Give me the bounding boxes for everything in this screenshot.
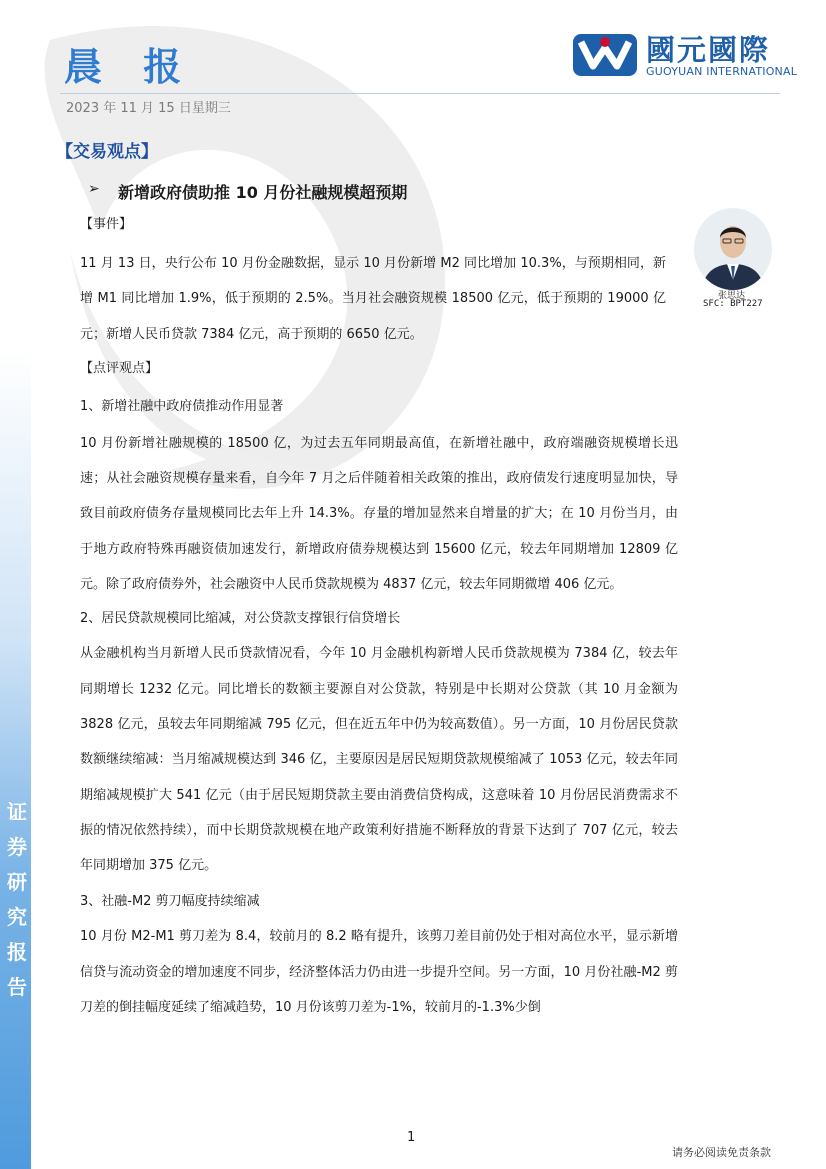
point-3-paragraph: 10 月份 M2-M1 剪刀差为 8.4，较前月的 8.2 略有提升，该剪刀差目前仍处于相对高位水平，显示新增信贷与流动资金的增加速度不同步，经济整体活力仍由进一步提升空间。另一方面，10 月份社融-M2 剪刀差的倒挂幅度延续了缩减趋势，10 月份该剪刀差为-1%，较前月的-1.3%少倒	[80, 929, 678, 1016]
title-divider	[60, 93, 780, 94]
point-3-title: 3、社融-M2 剪刀幅度持续缩减	[80, 894, 260, 910]
report-title: 晨 报	[64, 45, 196, 89]
analyst-sfc-number: SFC: BPT227	[703, 299, 763, 309]
point-1-paragraph: 10 月份新增社融规模的 18500 亿，为过去五年同期最高值，在新增社融中，政府端融资规模增长迅速；从社会融资规模存量来看，自今年 7 月之后伴随着相关政策的推出，政府债发行速度明显加快，导致目前政府债务存量规模同比去年上升 14.3%。存量的增加显然来自增量的扩大；在 10 月份当月，由于地方政府特殊再融资债加速发行，新增政府债券规模达到 15600 亿元，较去年同期增加 12809 亿元。除了政府债券外，社会融资中人民币贷款规模为 4837 亿元，较去年同期微增 406 亿元。	[80, 435, 678, 593]
disclaimer-note: 请务必阅读免责条款	[672, 1146, 771, 1159]
point-2-title: 2、居民贷款规模同比缩减，对公贷款支撑银行信贷增长	[80, 611, 401, 627]
comment-tag: 【点评观点】	[80, 360, 159, 376]
side-label: 证券研究报告	[7, 800, 27, 999]
event-paragraph: 11 月 13 日，央行公布 10 月份金融数据，显示 10 月份新增 M2 同比增加 10.3%，与预期相同，新增 M1 同比增加 1.9%，低于预期的 2.5%。当月社会融资规模 18500 亿元，低于预期的 19000 亿元；新增人民币贷款 7384 亿元，高于预期的 6650 亿元。	[80, 256, 666, 342]
analyst-photo	[694, 208, 772, 290]
point-1-title: 1、新增社融中政府债推动作用显著	[80, 398, 284, 414]
logo-chinese-name: 國元國際	[646, 33, 771, 67]
headline-bullet-icon: ➢	[88, 181, 100, 197]
headline: 新增政府债助推 10 月份社融规模超预期	[118, 183, 408, 202]
page-number: 1	[407, 1130, 416, 1145]
section-title: 【交易观点】	[56, 142, 158, 162]
analyst-name: 张思达	[718, 291, 746, 301]
event-tag: 【事件】	[80, 217, 133, 232]
report-body	[80, 212, 678, 1025]
logo-english-name: GUOYUAN INTERNATIONAL	[646, 65, 798, 78]
point-2-paragraph: 从金融机构当月新增人民币贷款情况看，今年 10 月金融机构新增人民币贷款规模为 7384 亿，较去年同期增长 1232 亿元。同比增长的数额主要源自对公贷款，特别是中长期对公贷款（其 10 月金额为 3828 亿元，虽较去年同期缩减 795 亿元，但在近五年中仍为较高数值）。另一方面，10 月份居民贷款数额继续缩减：当月缩减规模达到 346 亿，主要原因是居民短期贷款规模缩减了 1053 亿元，较去年同期缩减规模扩大 541 亿元（由于居民短期贷款主要由消费信贷构成，这意味着 10 月份居民消费需求不振的情况依然持续），而中长期贷款规模在地产政策利好措施不断释放的背景下达到了 707 亿元，较去年同期增加 375 亿元。	[80, 646, 678, 874]
report-date: 2023 年 11 月 15 日星期三	[66, 101, 231, 116]
